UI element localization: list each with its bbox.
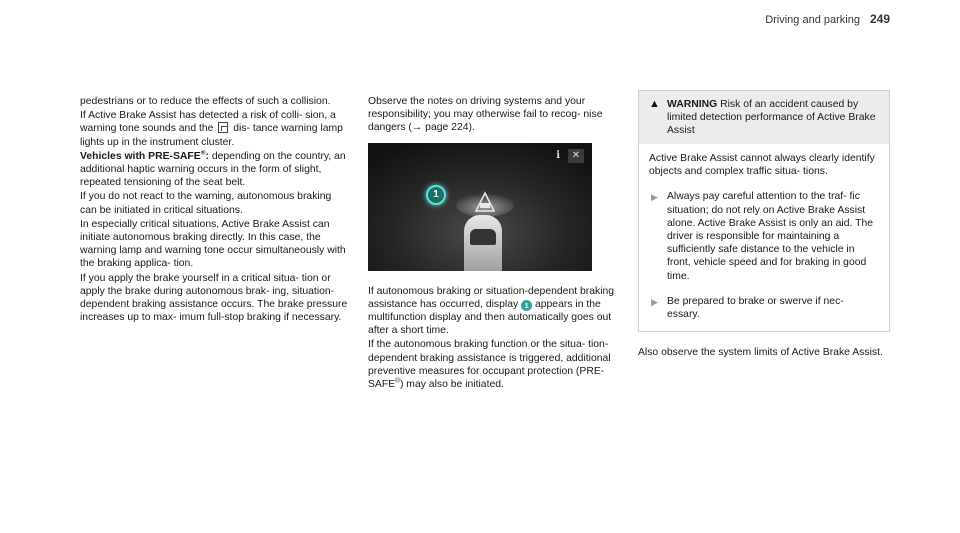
paragraph: pedestrians or to reduce the effects of such a collision. [80,96,331,107]
car-icon [464,215,502,271]
page-header [765,12,890,26]
column-right [638,90,890,360]
distance-warning-icon [218,122,228,133]
callout-badge: 1 [426,185,446,205]
close-icon: ✕ [568,149,584,163]
paragraph: Active Brake Assist cannot always clearly identify objects and complex traffic situa- tions. [649,153,875,178]
paragraph: If you do not react to the warning, autonomous braking can be initiated in critical situations. [80,191,332,216]
paragraph: If autonomous braking or situation-dependent braking assistance has occurred, display 1 appears in the multifunction display and then automatically goes out after a short time. [368,285,615,337]
warning-title: Risk of an accident caused by limited detection performance of Active Brake Assist [667,99,876,136]
paragraph: Observe the notes on driving systems and your responsibility; you may otherwise fail to recog- nise dangers (→ page 224). [368,96,603,134]
paragraph: In especially critical situations, Active Brake Assist can initiate autonomous braking directly. In this case, the warning lamp and warning tone occur simultaneously with the braking applica- tion. [80,218,346,270]
info-icon: i [556,150,560,161]
warning-box [638,90,890,332]
section-title: Driving and parking [765,14,860,26]
multifunction-display-image [368,143,592,271]
paragraph: If you apply the brake yourself in a critical situa- tion or apply the brake during autonomous brak- ing, situation-dependent braking assistance occurs. The brake pressure increases up to max- imum full-stop braking if necessary. [80,272,348,324]
paragraph: Vehicles with PRE-SAFE®: depending on the country, an additional haptic warning occurs in the form of slight, repeated tensioning of the seat belt. [80,149,346,189]
list-item: ▶ Be prepared to brake or swerve if nec- essary. [651,295,844,321]
paragraph: If Active Brake Assist has detected a risk of colli- sion, a warning tone sounds and the dis- tance warning lamp lights up in the instrument cluster. [80,110,343,148]
column-middle [368,95,632,392]
column-left [80,95,348,325]
arrow-right-icon: ▶ [651,296,658,307]
page-number: 249 [869,12,890,26]
warning-triangle-icon: ▲ [649,98,660,110]
warning-header [639,91,889,144]
pre-safe-label: Vehicles with PRE-SAFE [80,150,201,162]
arrow-right-icon: ▶ [651,192,658,203]
paragraph: If the autonomous braking function or the situa- tion-dependent braking assistance is triggered, additional preventive measures for occupant protection (PRE-SAFE®) may also be initiated. [368,339,611,391]
brake-assist-indicator-icon [456,187,514,217]
warning-label: WARNING [667,99,718,110]
warning-body [639,144,889,331]
paragraph: Also observe the system limits of Active Brake Assist. [638,347,883,359]
list-item: ▶ Always pay careful attention to the traf- fic situation; do not rely on Active Brake Assist alone. Active Brake Assist is only an aid. The driver is responsible for maintaining a sufficiently safe distance to the vehicle in front, vehicle speed and for braking in good time. [651,191,874,282]
callout-badge: 1 [521,300,532,311]
